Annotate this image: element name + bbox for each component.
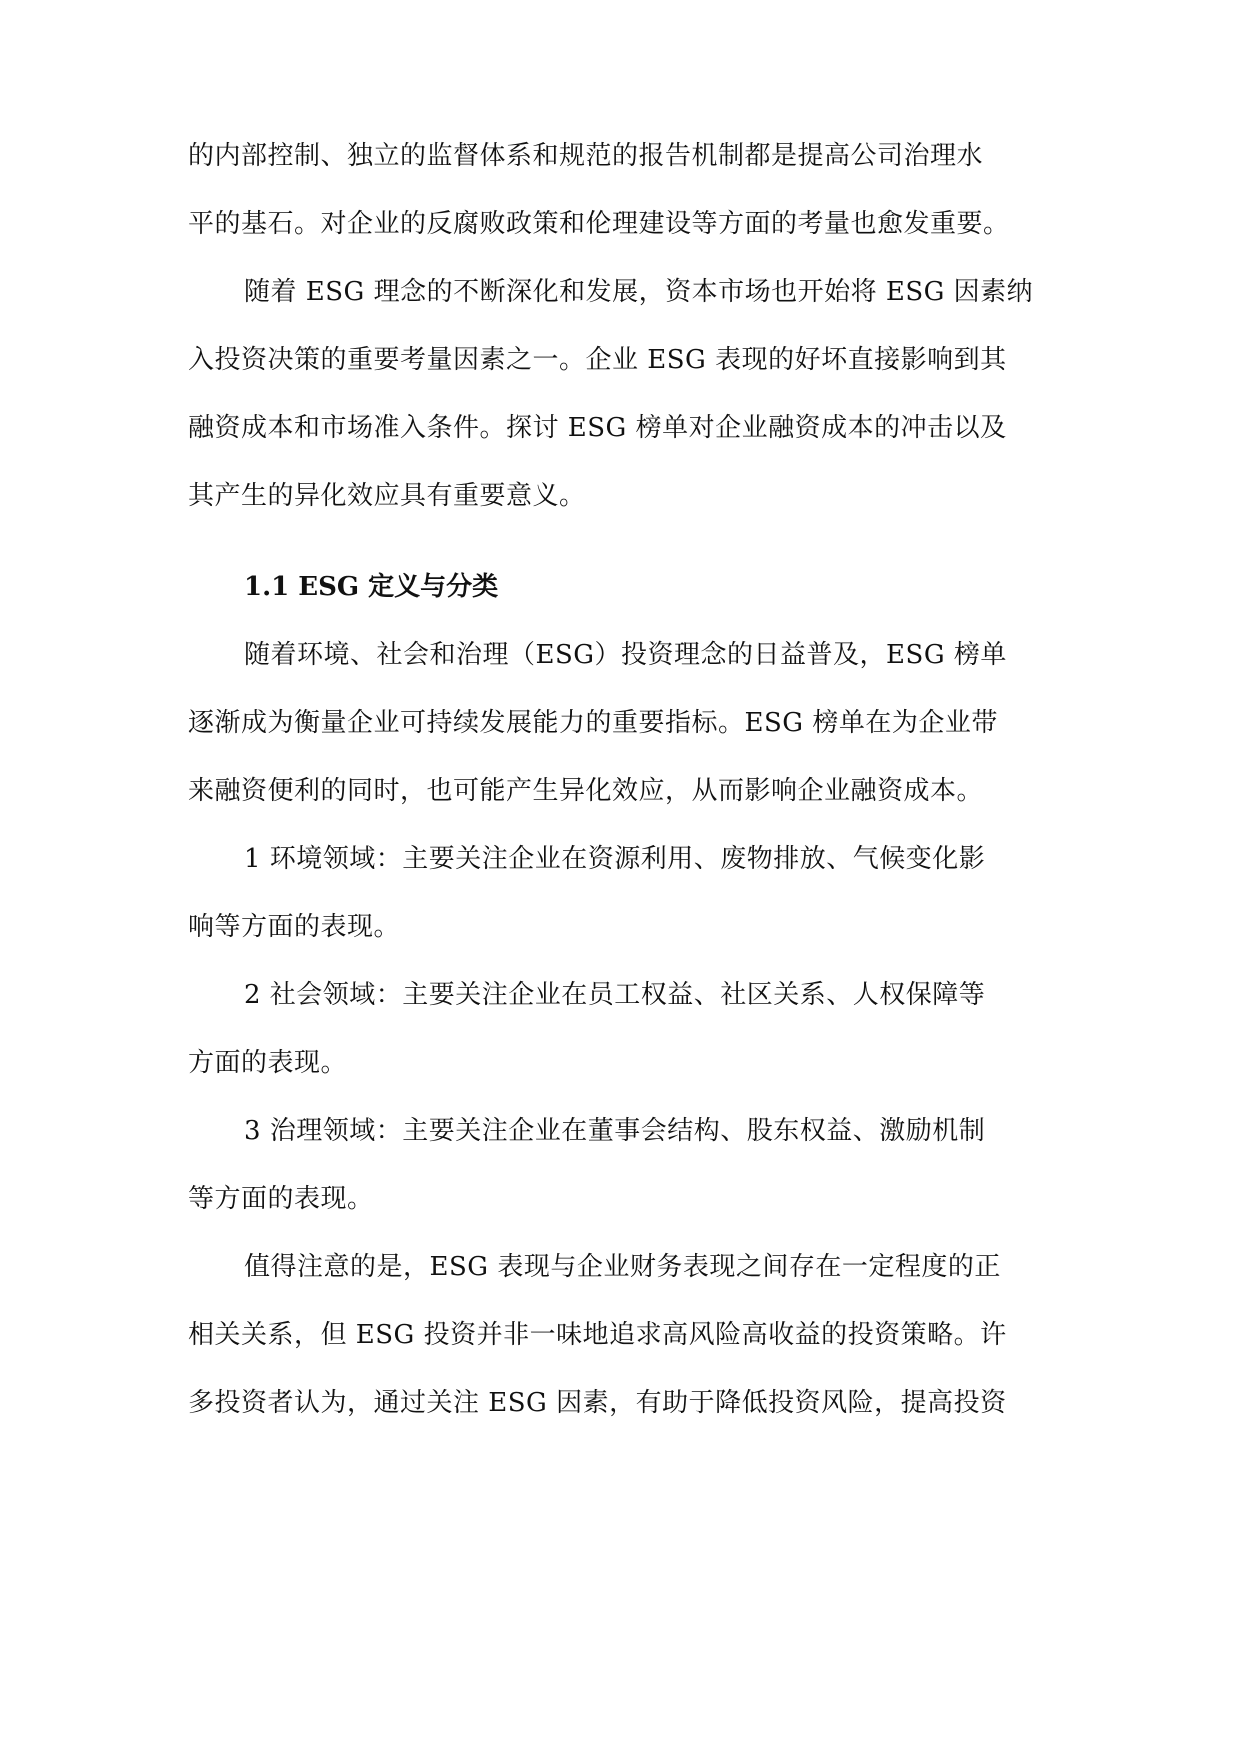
paragraph-line: 来融资便利的同时，也可能产生异化效应，从而影响企业融资成本。 [188, 776, 984, 806]
list-item-line: 3 治理领域：主要关注企业在董事会结构、股东权益、激励机制 [244, 1116, 986, 1146]
list-item-line: 方面的表现。 [188, 1048, 348, 1078]
paragraph-line: 的内部控制、独立的监督体系和规范的报告机制都是提高公司治理水 [188, 141, 984, 171]
paragraph-line: 多投资者认为，通过关注 ESG 因素，有助于降低投资风险，提高投资 [188, 1388, 1007, 1418]
paragraph-line: 逐渐成为衡量企业可持续发展能力的重要指标。ESG 榜单在为企业带 [188, 708, 998, 738]
paragraph-line: 随着 ESG 理念的不断深化和发展，资本市场也开始将 ESG 因素纳 [244, 277, 1034, 307]
paragraph-line: 其产生的异化效应具有重要意义。 [188, 481, 586, 511]
paragraph-line: 值得注意的是，ESG 表现与企业财务表现之间存在一定程度的正 [244, 1252, 1001, 1282]
list-item-line: 2 社会领域：主要关注企业在员工权益、社区关系、人权保障等 [244, 980, 986, 1010]
paragraph-line: 相关关系，但 ESG 投资并非一味地追求高风险高收益的投资策略。许 [188, 1320, 1007, 1350]
list-item-line: 等方面的表现。 [188, 1184, 374, 1214]
paragraph-line: 入投资决策的重要考量因素之一。企业 ESG 表现的好坏直接影响到其 [188, 345, 1007, 375]
paragraph-line: 融资成本和市场准入条件。探讨 ESG 榜单对企业融资成本的冲击以及 [188, 413, 1007, 443]
list-item-line: 响等方面的表现。 [188, 912, 401, 942]
paragraph-line: 平的基石。对企业的反腐败政策和伦理建设等方面的考量也愈发重要。 [188, 209, 1010, 239]
paragraph-line: 随着环境、社会和治理（ESG）投资理念的日益普及，ESG 榜单 [244, 640, 1007, 670]
list-item-line: 1 环境领域：主要关注企业在资源利用、废物排放、气候变化影 [244, 844, 986, 874]
section-heading: 1.1 ESG 定义与分类 [244, 572, 499, 602]
